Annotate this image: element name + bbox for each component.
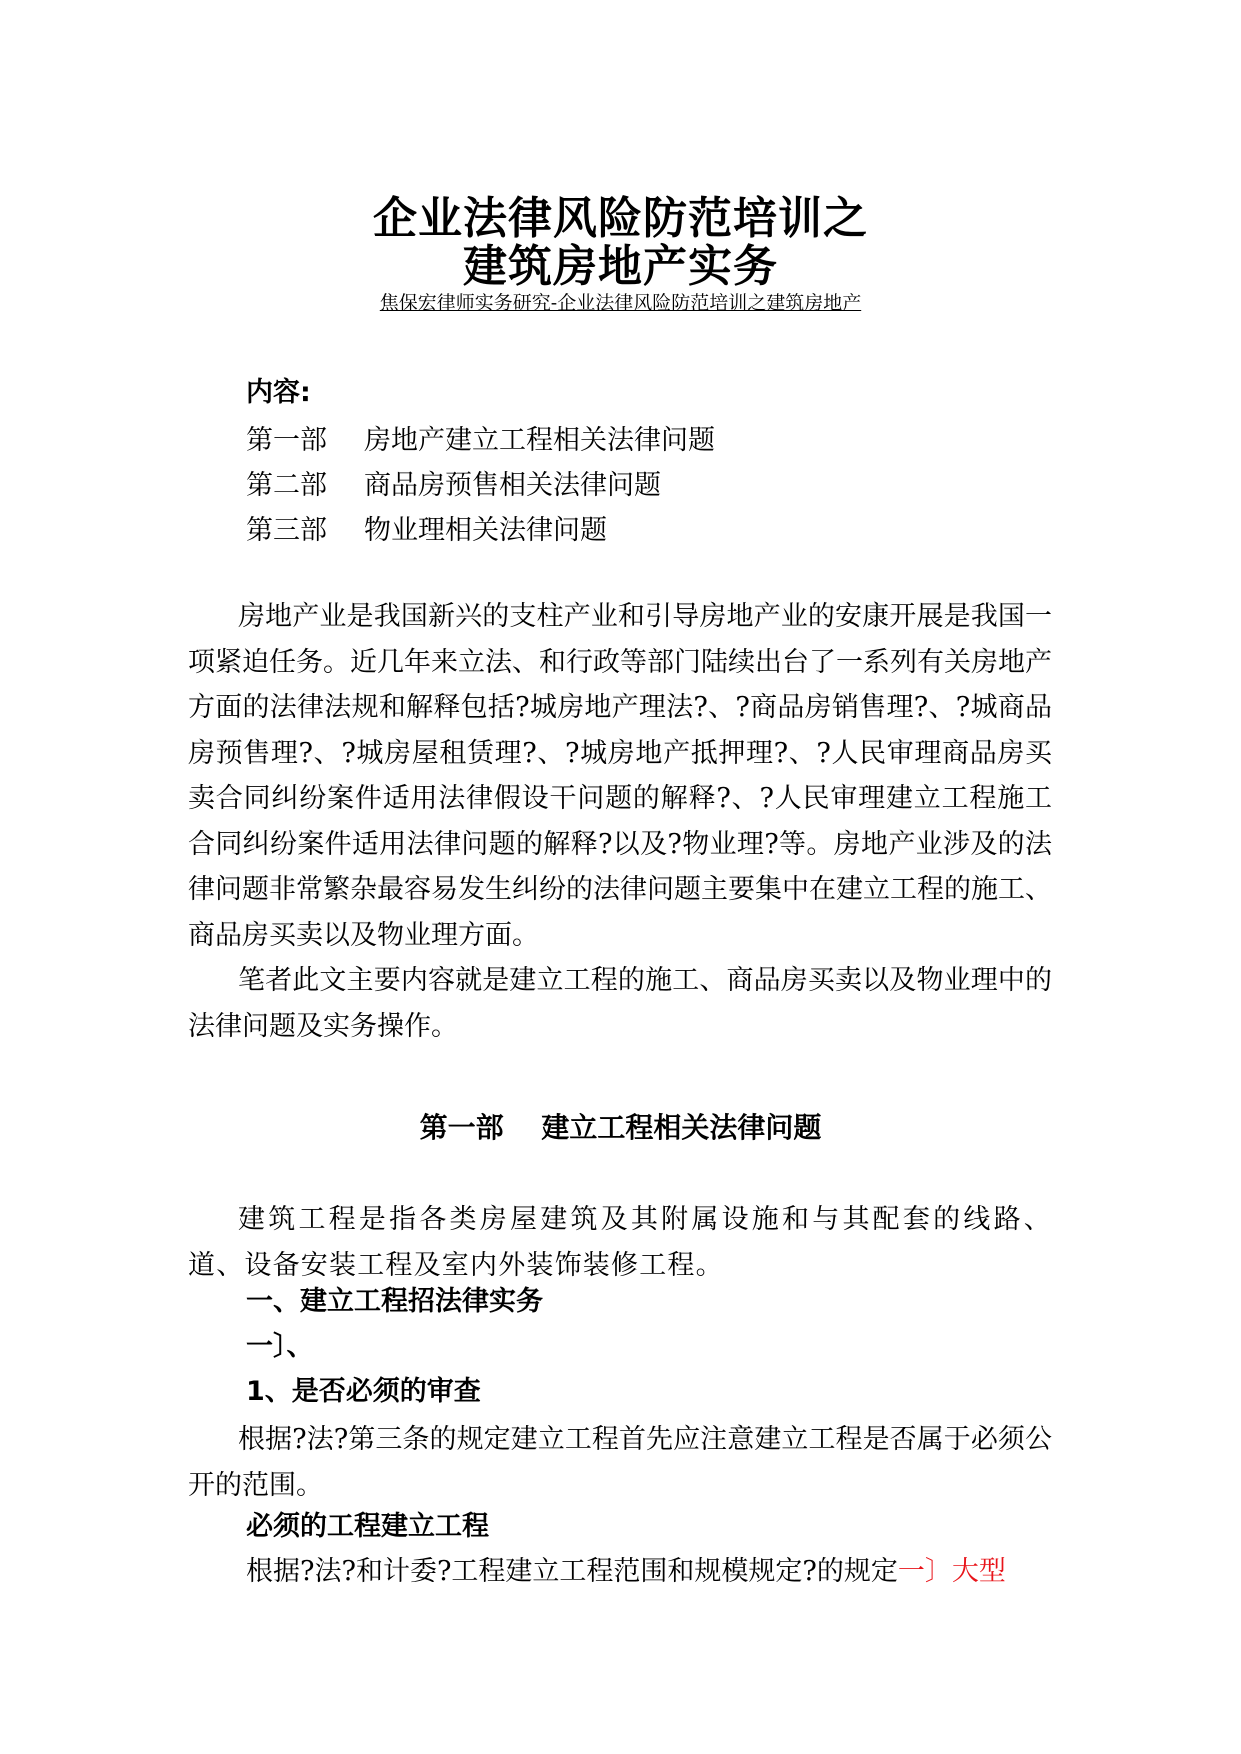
last-line-highlight: 一〕大型 — [897, 1556, 1006, 1587]
section-heading: 第一部 建立工程相关法律问题 — [419, 1111, 822, 1144]
paragraph-last-line — [246, 1552, 1006, 1592]
subheading-item-number: 一〕、 — [246, 1331, 314, 1362]
toc-item-text: 物业理相关法律问题 — [364, 515, 607, 546]
intro-paragraph-1: 房地产业是我国新兴的支柱产业和引导房地产业的安康开展是我国一项紧迫任务。近几年来立法、和行政等部门陆续出台了一系列有关房地产方面的法律法规和解释包括?城房地产理法?、?商品房销售理?、?城商品房预售理?、?城房屋租赁理?、?城房地产抵押理?、?人民审理商品房买卖合同纠纷案件适用法律假设干问题的解释?、?人民审理建立工程施工合同纠纷案件适用法律问题的解释?以及?物业理?等。房地产业涉及的法律问题非常繁杂最容易发生纠纷的法律问题主要集中在建立工程的施工、商品房买卖以及物业理方面。 — [188, 601, 1052, 951]
section-paragraph: 建筑工程是指各类房屋建筑及其附属设施和与其配套的线路、道、设备安装工程及室内外装饰装修工程。 — [188, 1204, 1052, 1281]
intro-paragraph-2: 笔者此文主要内容就是建立工程的施工、商品房买卖以及物业理中的法律问题及实务操作。 — [188, 965, 1052, 1042]
subheading-required-projects: 必须的工程建立工程 — [246, 1511, 489, 1542]
toc-item-number: 第三部 — [246, 515, 327, 546]
toc-item-text: 房地产建立工程相关法律问题 — [364, 425, 715, 456]
toc-item-number: 第一部 — [246, 425, 327, 456]
document-subtitle: 焦保宏律师实务研究-企业法律风险防范培训之建筑房地产 — [379, 292, 862, 314]
toc-heading: 内容: — [246, 377, 311, 408]
document-title-line-2: 建筑房地产实务 — [463, 241, 778, 292]
last-line-text: 根据?法?和计委?工程建立工程范围和规模规定?的规定 — [246, 1556, 898, 1587]
subheading-review: 1、是否必须的审查 — [246, 1376, 481, 1407]
paragraph-bidding-scope: 根据?法?第三条的规定建立工程首先应注意建立工程是否属于必须公开的范围。 — [188, 1424, 1052, 1501]
toc-item-number: 第二部 — [246, 470, 327, 501]
toc-item — [246, 423, 715, 459]
toc-item — [246, 468, 661, 504]
toc-item-text: 商品房预售相关法律问题 — [364, 470, 661, 501]
toc-item — [246, 513, 607, 549]
document-title-line-1: 企业法律风险防范培训之 — [373, 193, 868, 244]
subheading-bidding-practice: 一、建立工程招法律实务 — [246, 1286, 543, 1317]
